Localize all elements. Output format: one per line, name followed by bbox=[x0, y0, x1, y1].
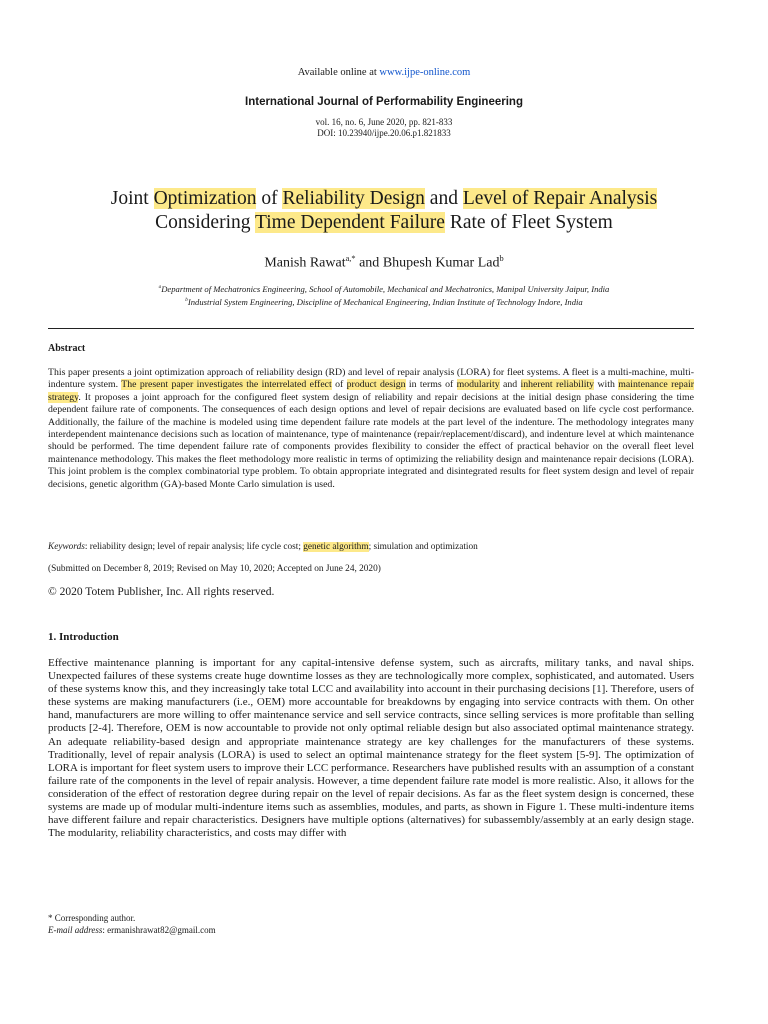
title-highlight: Optimization bbox=[153, 188, 257, 209]
availability-line bbox=[0, 67, 768, 78]
journal-name: International Journal of Performability Engineering bbox=[245, 96, 523, 108]
keywords-text: ; simulation and optimization bbox=[368, 542, 478, 552]
abstract-text: . It proposes a joint approach for the configured fleet system design of reliability and repair decisions at the initial design phase considering the time dependent failure rate of components. The consequences of each design options and level of repair decisions are evaluated based on life cycle cost performance. Additionally, the failure of the machine is modeled using time dependent failure rate models at the part level of the indenture. The methodology integrates many interdependent maintenance decisions such as location of maintenance, type of maintenance (repair/replacement/discard), and indenture level at which maintenance should be performed. The time dependent failure rate of components provides flexibility to consider the effect of practical behavior on the overall fleet level maintenance methodology. This makes the fleet methodology more realistic in terms of optimizing the reliability design and maintenance repair decisions (LORA). This joint problem is the complex combinatorial type problem. To obtain appropriate integrated and disintegrated results for fleet system design and level of repair decisions, genetic algorithm (GA)-based Monte Carlo simulation is used. bbox=[48, 391, 694, 490]
affiliation-mark: b bbox=[185, 296, 188, 303]
footnote bbox=[48, 912, 216, 936]
abstract-text: and bbox=[499, 379, 521, 391]
author-list bbox=[0, 254, 768, 272]
abstract-highlight: modularity bbox=[456, 379, 500, 391]
availability-prefix: Available online at bbox=[297, 67, 380, 78]
author-conjunction: and bbox=[355, 255, 383, 271]
abstract-highlight: product design bbox=[346, 379, 406, 391]
abstract-heading: Abstract bbox=[48, 343, 86, 354]
title-text: and bbox=[424, 188, 463, 209]
abstract-highlight: maintenance repair strategy bbox=[48, 379, 695, 403]
affiliations bbox=[0, 282, 768, 308]
corresponding-author-note: * Corresponding author. bbox=[48, 913, 136, 923]
paper-title bbox=[30, 187, 738, 235]
author-name: Bhupesh Kumar Lad bbox=[382, 255, 500, 271]
author-affiliation-mark: b bbox=[499, 254, 504, 263]
affiliation-a bbox=[0, 282, 768, 295]
title-highlight: Time Dependent Failure bbox=[255, 212, 445, 233]
affiliation-text: Department of Mechatronics Engineering, School of Automobile, Mechanical and Mechatronics, Manipal University Jaipur, India bbox=[161, 283, 610, 294]
title-text: Rate of Fleet System bbox=[444, 212, 613, 233]
email-label: E-mail address bbox=[48, 925, 103, 935]
abstract-highlight: The present paper investigates the interrelated effect bbox=[121, 379, 332, 391]
email-address: : ermanishrawat82@gmail.com bbox=[102, 925, 216, 935]
keywords-highlight: genetic algorithm bbox=[303, 542, 369, 552]
title-text: of bbox=[256, 188, 283, 209]
section-heading-introduction: 1. Introduction bbox=[48, 631, 119, 643]
abstract-text: in terms of bbox=[405, 379, 457, 391]
doi-line: DOI: 10.23940/ijpe.20.06.p1.821833 bbox=[317, 128, 451, 138]
volume-info bbox=[0, 117, 768, 139]
abstract-text: This paper presents a joint optimization approach of reliability design (RD) and level of repair analysis (LORA) for fleet systems. A fleet is a multi-machine, multi-indenture system. bbox=[48, 367, 694, 391]
title-line-2 bbox=[30, 211, 738, 235]
affiliation-text: Industrial System Engineering, Discipline of Mechanical Engineering, Indian Institute of Technology Indore, India bbox=[187, 296, 583, 307]
title-highlight: Level of Repair Analysis bbox=[462, 188, 658, 209]
abstract-text: with bbox=[594, 379, 619, 391]
header-divider bbox=[48, 328, 694, 329]
abstract-text: of bbox=[331, 379, 347, 391]
title-highlight: Reliability Design bbox=[282, 188, 425, 209]
copyright-notice: © 2020 Totem Publisher, Inc. All rights reserved. bbox=[48, 586, 275, 598]
volume-line: vol. 16, no. 6, June 2020, pp. 821-833 bbox=[315, 117, 453, 127]
title-text: Joint bbox=[110, 188, 154, 209]
keywords-label: Keywords bbox=[48, 542, 85, 552]
keywords-text: : reliability design; level of repair analysis; life cycle cost; bbox=[84, 542, 304, 552]
author-affiliation-mark: a,* bbox=[345, 254, 356, 263]
affiliation-mark: a bbox=[158, 284, 162, 290]
title-text: Considering bbox=[155, 212, 256, 233]
keywords-line bbox=[48, 542, 694, 552]
journal-website-link[interactable]: www.ijpe-online.com bbox=[379, 67, 471, 78]
email-line bbox=[48, 924, 216, 936]
introduction-body: Effective maintenance planning is important for any capital-intensive defense system, such as aircrafts, military tanks, and naval ships. Unexpected failures of these systems create huge downtime losses as they are technologically more complex, sophisticated, and automated. Users of these systems know this, and they increasingly take total LCC and availability into account in their purchasing decisions [1]. Therefore, users of these systems are making manufacturers (i.e., OEM) more accountable for breakdowns by engaging into service contracts with them. On other hand, manufacturers are more willing to offer maintenance service and sell service contracts, since selling services is more profitable than selling products [2-4]. Therefore, OEM is now accountable to provide not only optimal reliable design but also associated optimal maintenance strategy. An adequate reliability-based design and appropriate maintenance strategy are key challenges for the manufacturers of these systems. Traditionally, level of repair analysis (LORA) is used to select an optimal maintenance strategy for the fleet system [5-9]. The optimization of LORA is important for fleet system users to improve their LCC performance. Researchers have published results with an assumption of a constant failure rate of the components in the level of repair analysis. However, a time dependent failure rate model is more realistic. Also, it allows for the consideration of the effect of restoration degree during repair on the level of repair decisions. As far as the fleet system design is concerned, these systems are made up of modular multi-indenture items such as assemblies, modules, and parts, as shown in Figure 1. These multi-indenture items have different failure and repair characteristics. Designers have multiple options (alternatives) for subassembly/assembly at an early design stage. The modularity, reliability characteristics, and costs may differ with bbox=[48, 657, 694, 840]
affiliation-b bbox=[0, 295, 768, 308]
title-line-1 bbox=[30, 187, 738, 211]
author-name: Manish Rawat bbox=[264, 255, 346, 271]
abstract-body bbox=[48, 367, 694, 491]
submission-dates: (Submitted on December 8, 2019; Revised on May 10, 2020; Accepted on June 24, 2020) bbox=[48, 564, 381, 574]
abstract-highlight: inherent reliability bbox=[520, 379, 595, 391]
